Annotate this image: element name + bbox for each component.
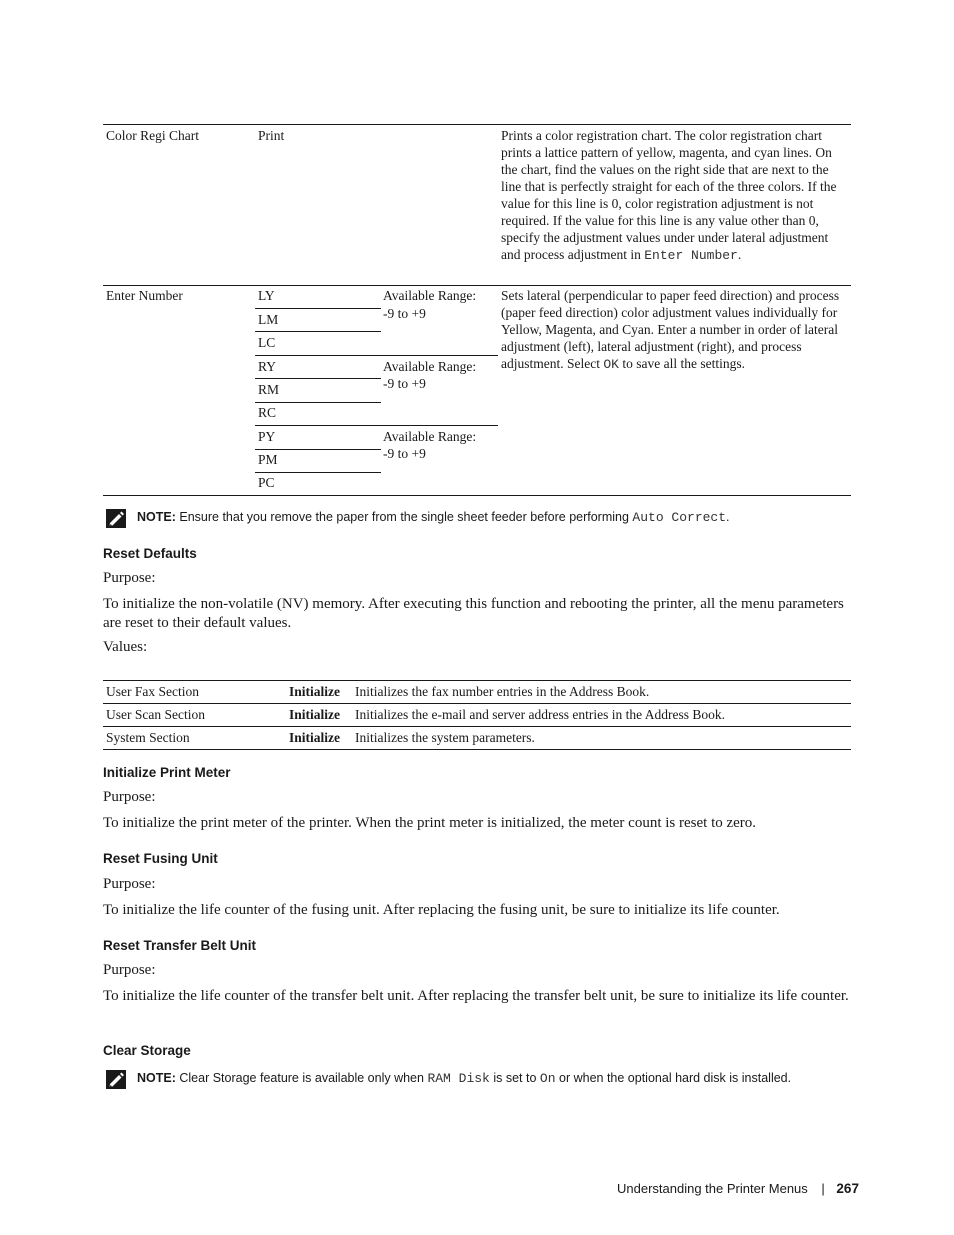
color-regi-name: Color Regi Chart: [106, 128, 199, 143]
range-label: Available Range:: [383, 359, 477, 374]
reset-transfer-purpose-text: To initialize the life counter of the transfer belt unit. After replacing the transfer belt unit, be sure to initialize its life counter.: [103, 988, 849, 1004]
page-number: 267: [836, 1181, 859, 1196]
footer-section-title: Understanding the Printer Menus: [617, 1181, 808, 1196]
item-rule: [255, 425, 498, 426]
table-row-name: User Fax Section: [106, 684, 199, 699]
range-value: -9 to +9: [383, 306, 426, 321]
reset-fusing-purpose-label: Purpose:: [103, 876, 156, 892]
table-bottom-rule: [103, 749, 851, 750]
reset-transfer-heading: Reset Transfer Belt Unit: [103, 938, 257, 953]
note-label: NOTE:: [137, 510, 176, 524]
table-row-rule: [103, 703, 851, 704]
note-text: is set to: [493, 1071, 537, 1085]
table-row-desc: Initializes the e-mail and server address entries in the Address Book.: [355, 707, 726, 722]
color-regi-desc-text: Prints a color registration chart. The color registration chart prints a lattice pattern of yellow, magenta, and cyan lines. On the chart, find the values on the right side that are next to the line that is perfectly straight for each of the three colors. If the value for this line is 0, color registration adjustment is not required. If the value for this line is any value other than 0, specify the adjustment values under under lateral adjustment and process adjustment in: [501, 128, 837, 262]
table-row-value: Initialize: [289, 730, 340, 745]
color-regi-desc: [501, 127, 851, 264]
table-row-value: Initialize: [289, 707, 340, 722]
enter-number-item: PM: [258, 452, 278, 467]
table-row-desc: Initializes the fax number entries in the Address Book.: [355, 684, 650, 699]
reset-fusing-heading: Reset Fusing Unit: [103, 851, 218, 866]
table-row-rule: [103, 726, 851, 727]
range-value: -9 to +9: [383, 446, 426, 461]
table-row-value: Initialize: [289, 684, 340, 699]
item-rule: [255, 378, 381, 379]
reset-defaults-purpose-label: Purpose:: [103, 570, 156, 586]
item-rule: [255, 402, 381, 403]
color-regi-desc-code: Enter Number: [644, 248, 738, 263]
page-footer: [617, 1181, 859, 1196]
note-pencil-icon: [106, 1070, 126, 1094]
item-rule: [255, 308, 381, 309]
table-bottom-rule: [103, 495, 851, 496]
item-rule: [255, 449, 381, 450]
note-auto-correct: [137, 510, 730, 525]
table-row-name: User Scan Section: [106, 707, 205, 722]
enter-number-desc: [501, 287, 851, 373]
enter-number-desc-code: OK: [603, 357, 619, 372]
init-print-meter-purpose-label: Purpose:: [103, 789, 156, 805]
enter-number-item: LY: [258, 288, 275, 303]
note-end: .: [726, 510, 730, 524]
enter-number-name: Enter Number: [106, 288, 183, 303]
clear-storage-heading: Clear Storage: [103, 1043, 191, 1058]
enter-number-item: PC: [258, 475, 275, 490]
range-label: Available Range:: [383, 288, 477, 303]
enter-number-item: PY: [258, 429, 276, 444]
enter-number-item: RY: [258, 359, 277, 374]
color-regi-desc-end: .: [737, 247, 742, 262]
footer-separator: |: [821, 1181, 825, 1196]
enter-number-item: RM: [258, 382, 280, 397]
note-label: NOTE:: [137, 1071, 176, 1085]
range-label: Available Range:: [383, 429, 477, 444]
note-code: Auto Correct: [632, 510, 727, 525]
reset-defaults-heading: Reset Defaults: [103, 546, 197, 561]
enter-number-desc-end: to save all the settings.: [622, 356, 745, 371]
note-text: Clear Storage feature is available only when: [179, 1071, 424, 1085]
enter-number-desc-text: Sets lateral (perpendicular to paper feed direction) and process (paper feed direction) color adjustment values individually for Yellow, Magenta, and Cyan. Enter a number in order of lateral adjustment (left), lateral adjustment (right), and process adjustment. Select: [501, 288, 840, 371]
enter-number-item: LM: [258, 312, 279, 327]
table-top-rule: [103, 680, 851, 681]
range-value: -9 to +9: [383, 376, 426, 391]
reset-transfer-purpose-label: Purpose:: [103, 962, 156, 978]
table-row-rule: [103, 285, 851, 286]
note-clear-storage: [137, 1071, 791, 1086]
note-code: On: [539, 1071, 556, 1086]
table-top-rule: [103, 124, 851, 125]
reset-defaults-purpose-text: To initialize the non-volatile (NV) memory. After executing this function and rebooting the printer, all the menu parameters are reset to their default values.: [103, 596, 844, 631]
init-print-meter-heading: Initialize Print Meter: [103, 765, 231, 780]
table-row-desc: Initializes the system parameters.: [355, 730, 535, 745]
enter-number-item: RC: [258, 405, 277, 420]
reset-defaults-values-label: Values:: [103, 639, 148, 655]
note-pencil-icon: [106, 509, 126, 533]
init-print-meter-purpose-text: To initialize the print meter of the printer. When the print meter is initialized, the meter count is reset to zero.: [103, 815, 757, 831]
item-rule: [255, 355, 498, 356]
enter-number-item: LC: [258, 335, 276, 350]
color-regi-value: Print: [258, 128, 285, 143]
table-row-name: System Section: [106, 730, 190, 745]
note-text: or when the optional hard disk is installed.: [559, 1071, 792, 1085]
note-text: Ensure that you remove the paper from the single sheet feeder before performing: [179, 510, 629, 524]
note-code: RAM Disk: [427, 1071, 490, 1086]
item-rule: [255, 472, 381, 473]
reset-fusing-purpose-text: To initialize the life counter of the fusing unit. After replacing the fusing unit, be sure to initialize its life counter.: [103, 902, 780, 918]
item-rule: [255, 331, 381, 332]
